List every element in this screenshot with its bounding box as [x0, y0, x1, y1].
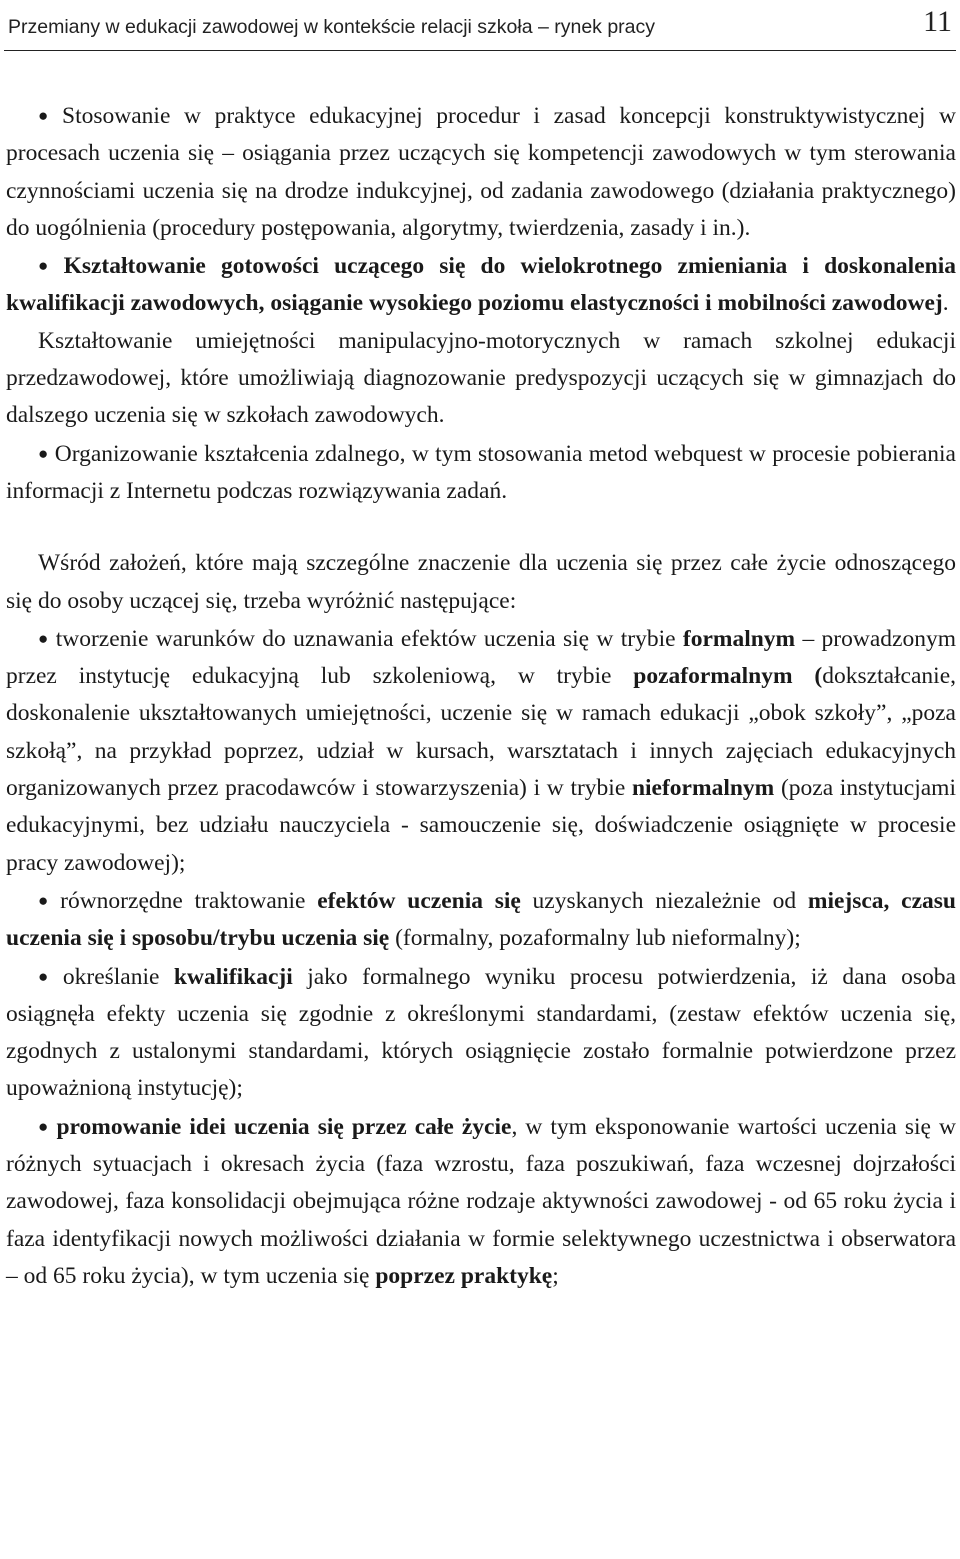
- paragraph-text: .: [942, 290, 949, 317]
- item-text: (formalny, pozaformalny lub nieformalny);: [389, 925, 801, 952]
- list-item-equal-treatment: [6, 882, 956, 958]
- bullet-icon: ●: [38, 628, 50, 648]
- bold-term-learning-outcomes: efektów uczenia się: [317, 887, 521, 914]
- running-header-title: Przemiany w edukacji zawodowej w kontekście relacji szkoła – rynek pracy: [8, 16, 656, 38]
- bullet-paragraph-readiness: [6, 247, 956, 323]
- paragraph-text: Wśród założeń, które mają szczególne znaczenie dla uczenia się przez całe życie odnoszącego się do osoby uczącej się, trzeba wyróżnić następujące:: [6, 550, 956, 614]
- item-text: (poza instytucjami edukacyjnymi, bez udziału nauczyciela - samouczenie się, doświadczenie osiągnięte w procesie pracy zawodowej);: [6, 775, 956, 876]
- bold-term-qualifications: kwalifikacji: [173, 963, 293, 990]
- item-text: tworzenie warunków do uznawania efektów uczenia się w trybie: [55, 625, 683, 652]
- bullet-icon: ●: [38, 890, 55, 910]
- page-number: 11: [923, 5, 952, 38]
- list-item-lifelong-learning: [6, 1108, 956, 1295]
- bullet-icon: ●: [38, 1116, 51, 1136]
- list-item-recognition-modes: [6, 620, 956, 882]
- bold-term-lifelong-learning: promowanie idei uczenia się przez całe życie: [56, 1113, 512, 1140]
- paragraph-text: Stosowanie w praktyce edukacyjnej procedur i zasad koncepcji konstruktywistycznej w procesach uczenia się – osiągania przez uczących się kompetencji zawodowych w tym sterowania czynnościami uczenia się na drodze indukcyjnej, od zadania zawodowego (działania praktycznego) do uogólnienia (procedury postępowania, algorytmy, twierdzenia, zasady i in.).: [6, 103, 956, 241]
- bold-term-place-time-mode: miejsca, czasu uczenia się i sposobu/trybu uczenia się: [6, 887, 956, 952]
- bullet-icon: ●: [38, 966, 57, 986]
- item-text: – prowadzonym przez instytucję edukacyjną lub szkoleniową, w trybie: [6, 625, 956, 690]
- bold-term-formal: formalnym: [682, 625, 796, 652]
- bold-term-through-practice: poprzez praktykę: [375, 1262, 553, 1289]
- page-header: [0, 0, 960, 52]
- item-text: jako formalnego wyniku procesu potwierdzenia, iż dana osoba osiągnęła efekty uczenia się zgodnie z określonymi standardami, (zestaw efektów uczenia się, zgodnych z ustalonymi standardami, których osiągnięcie zostało formalnie potwierdzone przez upoważnioną instytucję);: [6, 963, 956, 1102]
- item-text: określanie: [62, 963, 174, 990]
- bullet-paragraph-constructivism: [6, 97, 956, 247]
- list-item-qualifications: [6, 958, 956, 1108]
- paragraph-manipulative-skills: [6, 323, 956, 435]
- bold-term-nonformal: pozaformalnym (: [633, 663, 823, 690]
- item-text: równorzędne traktowanie: [60, 887, 318, 914]
- bullet-paragraph-distance-learning: [6, 435, 956, 511]
- bold-term-informal: nieformalnym: [631, 775, 775, 802]
- bold-text: Kształtowanie gotowości uczącego się do wielokrotnego zmieniania i doskonalenia kwalifikacji zawodowych, osiąganie wysokiego poziomu elastyczności i mobilności zawodowej: [6, 253, 956, 317]
- paragraph-text: Organizowanie kształcenia zdalnego, w tym stosowania metod webquest w procesie pobierania informacji z Internetu podczas rozwiązywania zadań.: [6, 440, 956, 504]
- item-text: dokształcanie, doskonalenie ukształtowanych umiejętności, uczenie się w ramach edukacji „obok szkoły”, „poza szkołą”, na przykład poprzez, udział w kursach, warsztatach i innych zajęciach edukacyjnych organizowanych przez pracodawców i stowarzyszenia) i w trybie: [6, 663, 956, 802]
- bullet-icon: ●: [38, 106, 57, 125]
- paragraph-assumptions-intro: [6, 545, 956, 620]
- page-body: [6, 97, 956, 1295]
- item-text: , w tym eksponowanie wartości uczenia się w różnych sytuacjach i okresach życia (faza wzrostu, faza poszukiwań, faza wczesnej dojrzałości zawodowej, faza konsolidacji obejmująca różne rodzaje aktywności zawodowej - od 65 roku życia i faza identyfikacji nowych możliwości działania w formie selektywnego uczestnictwa i obserwatora – od 65 roku życia), w tym uczenia się: [6, 1113, 956, 1289]
- bullet-icon: ●: [38, 443, 49, 463]
- paragraph-text: Kształtowanie umiejętności manipulacyjno-motorycznych w ramach szkolnej edukacji przedzawodowej, które umożliwiają diagnozowanie predyspozycji uczących się w gimnazjach do dalszego uczenia się w szkołach zawodowych.: [6, 327, 956, 429]
- item-text: ;: [552, 1262, 559, 1289]
- paragraph-gap: [6, 510, 956, 545]
- header-divider: [4, 50, 956, 51]
- item-text: uzyskanych niezależnie od: [520, 887, 808, 914]
- bullet-icon: ●: [38, 256, 58, 276]
